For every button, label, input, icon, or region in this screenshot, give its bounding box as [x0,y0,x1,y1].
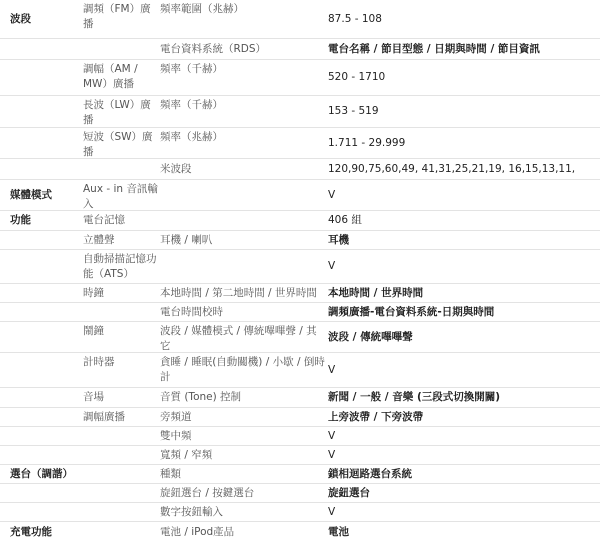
value-cell: 本地時間 / 世界時間 [328,286,424,299]
category-cell [10,503,82,521]
feature-cell: 旋鈕選台 / 按鍵選台 [160,486,255,499]
category-cell [10,96,82,127]
category-cell: 選台（調諧） [10,467,73,480]
group-cell: Aux - in 音訊輸入 [83,183,158,210]
feature-cell: 旁頻道 [160,410,192,423]
table-row [0,39,600,60]
table-row [0,484,600,503]
value-cell: 鎖相迴路選台系統 [328,467,412,480]
group-cell: 音場 [83,391,104,403]
group-cell: 鬧鐘 [83,325,104,337]
category-cell [10,159,82,179]
group-cell [83,446,159,464]
value-cell: 153 - 519 [328,105,379,117]
category-cell: 波段 [10,12,31,25]
table-row [0,128,600,159]
category-cell [10,353,82,387]
group-cell [83,303,159,321]
table-row [0,60,600,96]
category-cell [10,284,82,302]
group-cell: 調幅廣播 [83,410,125,423]
category-cell: 充電功能 [10,525,52,538]
feature-cell [160,211,326,230]
table-row [0,446,600,465]
feature-cell: 貪睡 / 睡眠(自動關機) / 小歇 / 倒時計 [160,356,325,383]
category-cell: 功能 [10,214,31,226]
table-row [0,231,600,250]
feature-cell [160,250,326,283]
feature-cell: 耳機 / 喇叭 [160,233,213,246]
value-cell: V [328,363,336,376]
feature-cell: 米波段 [160,162,192,175]
category-cell [10,408,82,426]
value-cell: V [328,188,336,201]
group-cell [83,465,159,483]
category-cell [10,388,82,407]
group-cell [83,484,159,502]
category-cell [10,303,82,321]
group-cell [83,39,159,59]
feature-cell: 寬頻 / 窄頻 [160,448,213,461]
category-cell [10,231,82,249]
table-row [0,322,600,353]
value-cell: 調頻廣播-電台資料系統-日期與時間 [328,305,495,318]
category-cell [10,60,82,95]
feature-cell: 頻率（千赫） [160,63,223,75]
value-cell: 520 - 1710 [328,71,386,83]
feature-cell: 頻率（千赫） [160,99,223,111]
table-row [0,211,600,231]
value-cell: 1.711 - 29.999 [328,136,406,149]
value-cell: 電池 [328,525,349,538]
feature-cell: 雙中頻 [160,429,192,442]
group-cell: 計時器 [83,356,115,368]
value-cell: 87.5 - 108 [328,12,382,25]
table-row [0,96,600,128]
table-row [0,250,600,284]
feature-cell: 本地時間 / 第二地時間 / 世界時間 [160,286,317,299]
table-row [0,180,600,211]
value-cell: V [328,448,336,461]
group-cell: 調幅（AM / MW）廣播 [83,63,138,90]
category-cell [10,446,82,464]
value-cell: 波段 / 傳統嗶嗶聲 [328,330,413,343]
value-cell: 上旁波帶 / 下旁波帶 [328,410,424,423]
value-cell: 耳機 [328,233,349,246]
table-row [0,503,600,522]
feature-cell: 數字按鈕輸入 [160,505,223,518]
category-cell: 媒體模式 [10,188,52,201]
group-cell: 立體聲 [83,233,115,246]
value-cell: 120,90,75,60,49, 41,31,25,21,19, 16,15,13,11, [328,162,576,175]
group-cell [83,427,159,445]
value-cell: 電台名稱 / 節目型態 / 日期與時間 / 節目資訊 [328,42,540,55]
table-row [0,353,600,388]
value-cell: V [328,429,336,442]
category-cell [10,128,82,158]
group-cell [83,503,159,521]
feature-cell: 音質 (Tone) 控制 [160,391,242,403]
table-row [0,465,600,484]
value-cell: V [328,260,336,272]
feature-cell: 頻率範圍（兆赫） [160,3,244,15]
table-row [0,0,600,39]
value-cell: 406 組 [328,214,362,226]
feature-cell: 頻率（兆赫） [160,131,223,143]
table-row [0,303,600,322]
table-row [0,388,600,408]
group-cell [83,159,159,179]
group-cell: 長波（LW）廣播 [83,99,151,126]
group-cell: 短波（SW）廣播 [83,131,153,158]
group-cell [83,522,159,542]
table-row [0,427,600,446]
category-cell [10,322,82,352]
group-cell: 自動掃描記憶功能（ATS） [83,253,157,280]
table-row [0,284,600,303]
value-cell: 新聞 / 一般 / 音樂 (三段式切換開關) [328,391,501,403]
feature-cell: 種類 [160,467,181,480]
category-cell [10,250,82,283]
group-cell: 時鐘 [83,286,104,299]
value-cell: V [328,505,336,518]
group-cell: 調頻（FM）廣播 [83,3,151,30]
value-cell: 旋鈕選台 [328,486,370,499]
feature-cell: 電台時間校時 [160,305,223,318]
table-row [0,159,600,180]
feature-cell: 電台資料系統（RDS） [160,42,267,55]
feature-cell [160,180,326,210]
category-cell [10,427,82,445]
table-row [0,522,600,542]
feature-cell: 波段 / 媒體模式 / 傳統嗶嗶聲 / 其它 [160,325,317,352]
table-row [0,408,600,427]
feature-cell: 電池 / iPod產品 [160,525,235,538]
group-cell: 電台記憶 [83,214,125,226]
category-cell [10,484,82,502]
category-cell [10,39,82,59]
